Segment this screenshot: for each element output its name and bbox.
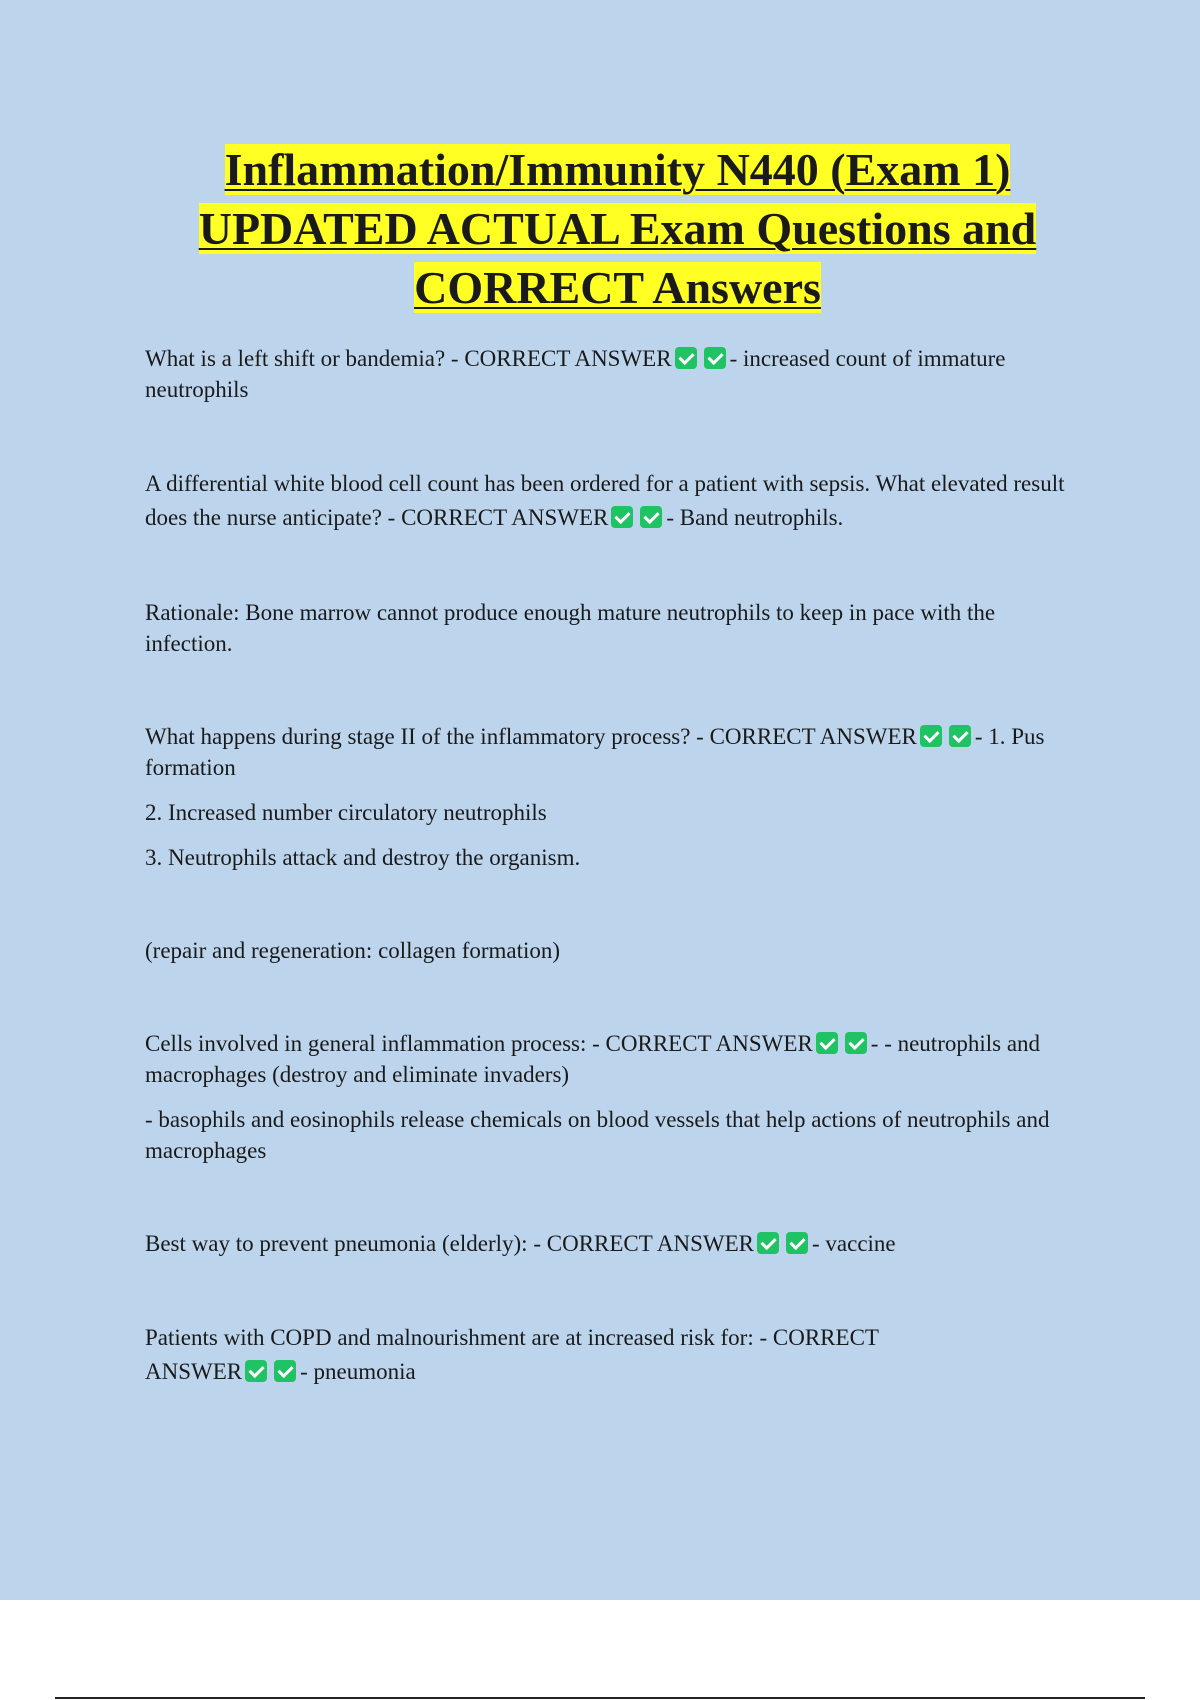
note-text: (repair and regeneration: collagen formation) [145, 938, 561, 963]
correct-answer-label: CORRECT ANSWER [145, 1325, 879, 1384]
question-text: A differential white blood cell count has been ordered for a patient with sepsis. What elevated result does the nurse anticipate? - [145, 471, 1065, 530]
qa-content [145, 343, 1065, 1389]
question-text: Cells involved in general inflammation process: - [145, 1031, 606, 1056]
question-text: What happens during stage II of the inflammatory process? - [145, 724, 710, 749]
document-title [120, 140, 1115, 317]
correct-answer-label: CORRECT ANSWER [709, 724, 917, 749]
check-icon [245, 1360, 267, 1382]
qa-item-1 [145, 343, 1065, 405]
title-line-2: UPDATED ACTUAL Exam Questions and [198, 203, 1037, 254]
qa-item-3 [145, 721, 1065, 783]
check-icon [757, 1232, 779, 1254]
check-icon [675, 347, 697, 369]
qa-item-4 [145, 1028, 1065, 1090]
answer-text: - Band neutrophils. [666, 505, 844, 530]
correct-answer-label: CORRECT ANSWER [605, 1031, 813, 1056]
answer-text: - vaccine [812, 1231, 896, 1256]
check-icon [786, 1232, 808, 1254]
answer-text: - increased count of immature neutrophils [145, 346, 1006, 402]
correct-answer-label: CORRECT ANSWER [546, 1231, 754, 1256]
qa-item-2 [145, 467, 1065, 535]
check-icon [274, 1360, 296, 1382]
correct-answer-label: CORRECT ANSWER [464, 346, 672, 371]
qa-item-6 [145, 1321, 925, 1389]
title-line-1: Inflammation/Immunity N440 (Exam 1) [224, 144, 1011, 195]
answer-extra-line: - basophils and eosinophils release chemicals on blood vessels that help actions of neutrophils and macrophages [145, 1107, 1050, 1163]
answer-extra-line: 3. Neutrophils attack and destroy the organism. [145, 845, 581, 870]
check-icon [704, 347, 726, 369]
qa-item-5 [145, 1228, 1065, 1259]
answer-text: - pneumonia [300, 1359, 416, 1384]
check-icon [845, 1032, 867, 1054]
question-text: What is a left shift or bandemia? - [145, 346, 465, 371]
correct-answer-label: CORRECT ANSWER [401, 505, 609, 530]
check-icon [949, 725, 971, 747]
question-text: Patients with COPD and malnourishment are at increased risk for: - [145, 1325, 773, 1350]
check-icon [816, 1032, 838, 1054]
question-text: Best way to prevent pneumonia (elderly): - [145, 1231, 547, 1256]
answer-text: - 1. Pus formation [145, 724, 1045, 780]
check-icon [640, 506, 662, 528]
check-icon [920, 725, 942, 747]
footer-divider [55, 1697, 1145, 1699]
answer-extra-line: 2. Increased number circulatory neutrophils [145, 800, 547, 825]
title-line-3: CORRECT Answers [414, 262, 821, 313]
answer-text: - - neutrophils and macrophages (destroy and eliminate invaders) [145, 1031, 1041, 1087]
check-icon [611, 506, 633, 528]
rationale-text: Rationale: Bone marrow cannot produce enough mature neutrophils to keep in pace with the infection. [145, 600, 996, 656]
